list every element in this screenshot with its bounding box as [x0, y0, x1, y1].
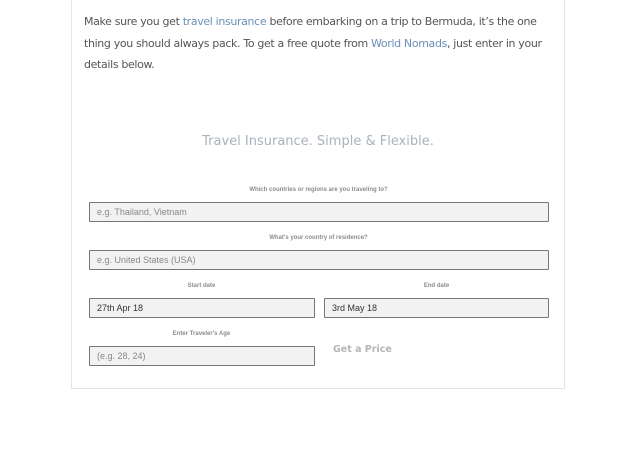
intro-text-2: before embarking on a trip to Bermuda, it’s the one thing you should always pack. To get a free quote from	[84, 15, 537, 50]
start-date-label: Start date	[187, 283, 216, 289]
intro-text-1: Make sure you get	[84, 15, 183, 28]
residence-label: What's your country of residence?	[269, 235, 368, 241]
get-price-button[interactable]: Get a Price	[333, 343, 392, 355]
countries-input[interactable]	[89, 202, 549, 222]
intro-text-3: , just enter in your details below.	[84, 36, 542, 71]
travel-insurance-link[interactable]: travel insurance	[182, 15, 267, 28]
end-date-input[interactable]	[324, 298, 549, 318]
content-card	[71, 0, 565, 389]
countries-label: Which countries or regions are you traveling to?	[249, 187, 388, 193]
age-label: Enter Traveler's Age	[172, 331, 231, 337]
intro-paragraph	[84, 11, 554, 76]
widget-title: Travel Insurance. Simple & Flexible.	[202, 134, 434, 149]
age-input[interactable]	[89, 346, 315, 366]
world-nomads-link[interactable]: World Nomads	[371, 36, 447, 50]
start-date-input[interactable]	[89, 298, 315, 318]
end-date-label: End date	[423, 283, 450, 289]
residence-input[interactable]	[89, 250, 549, 270]
